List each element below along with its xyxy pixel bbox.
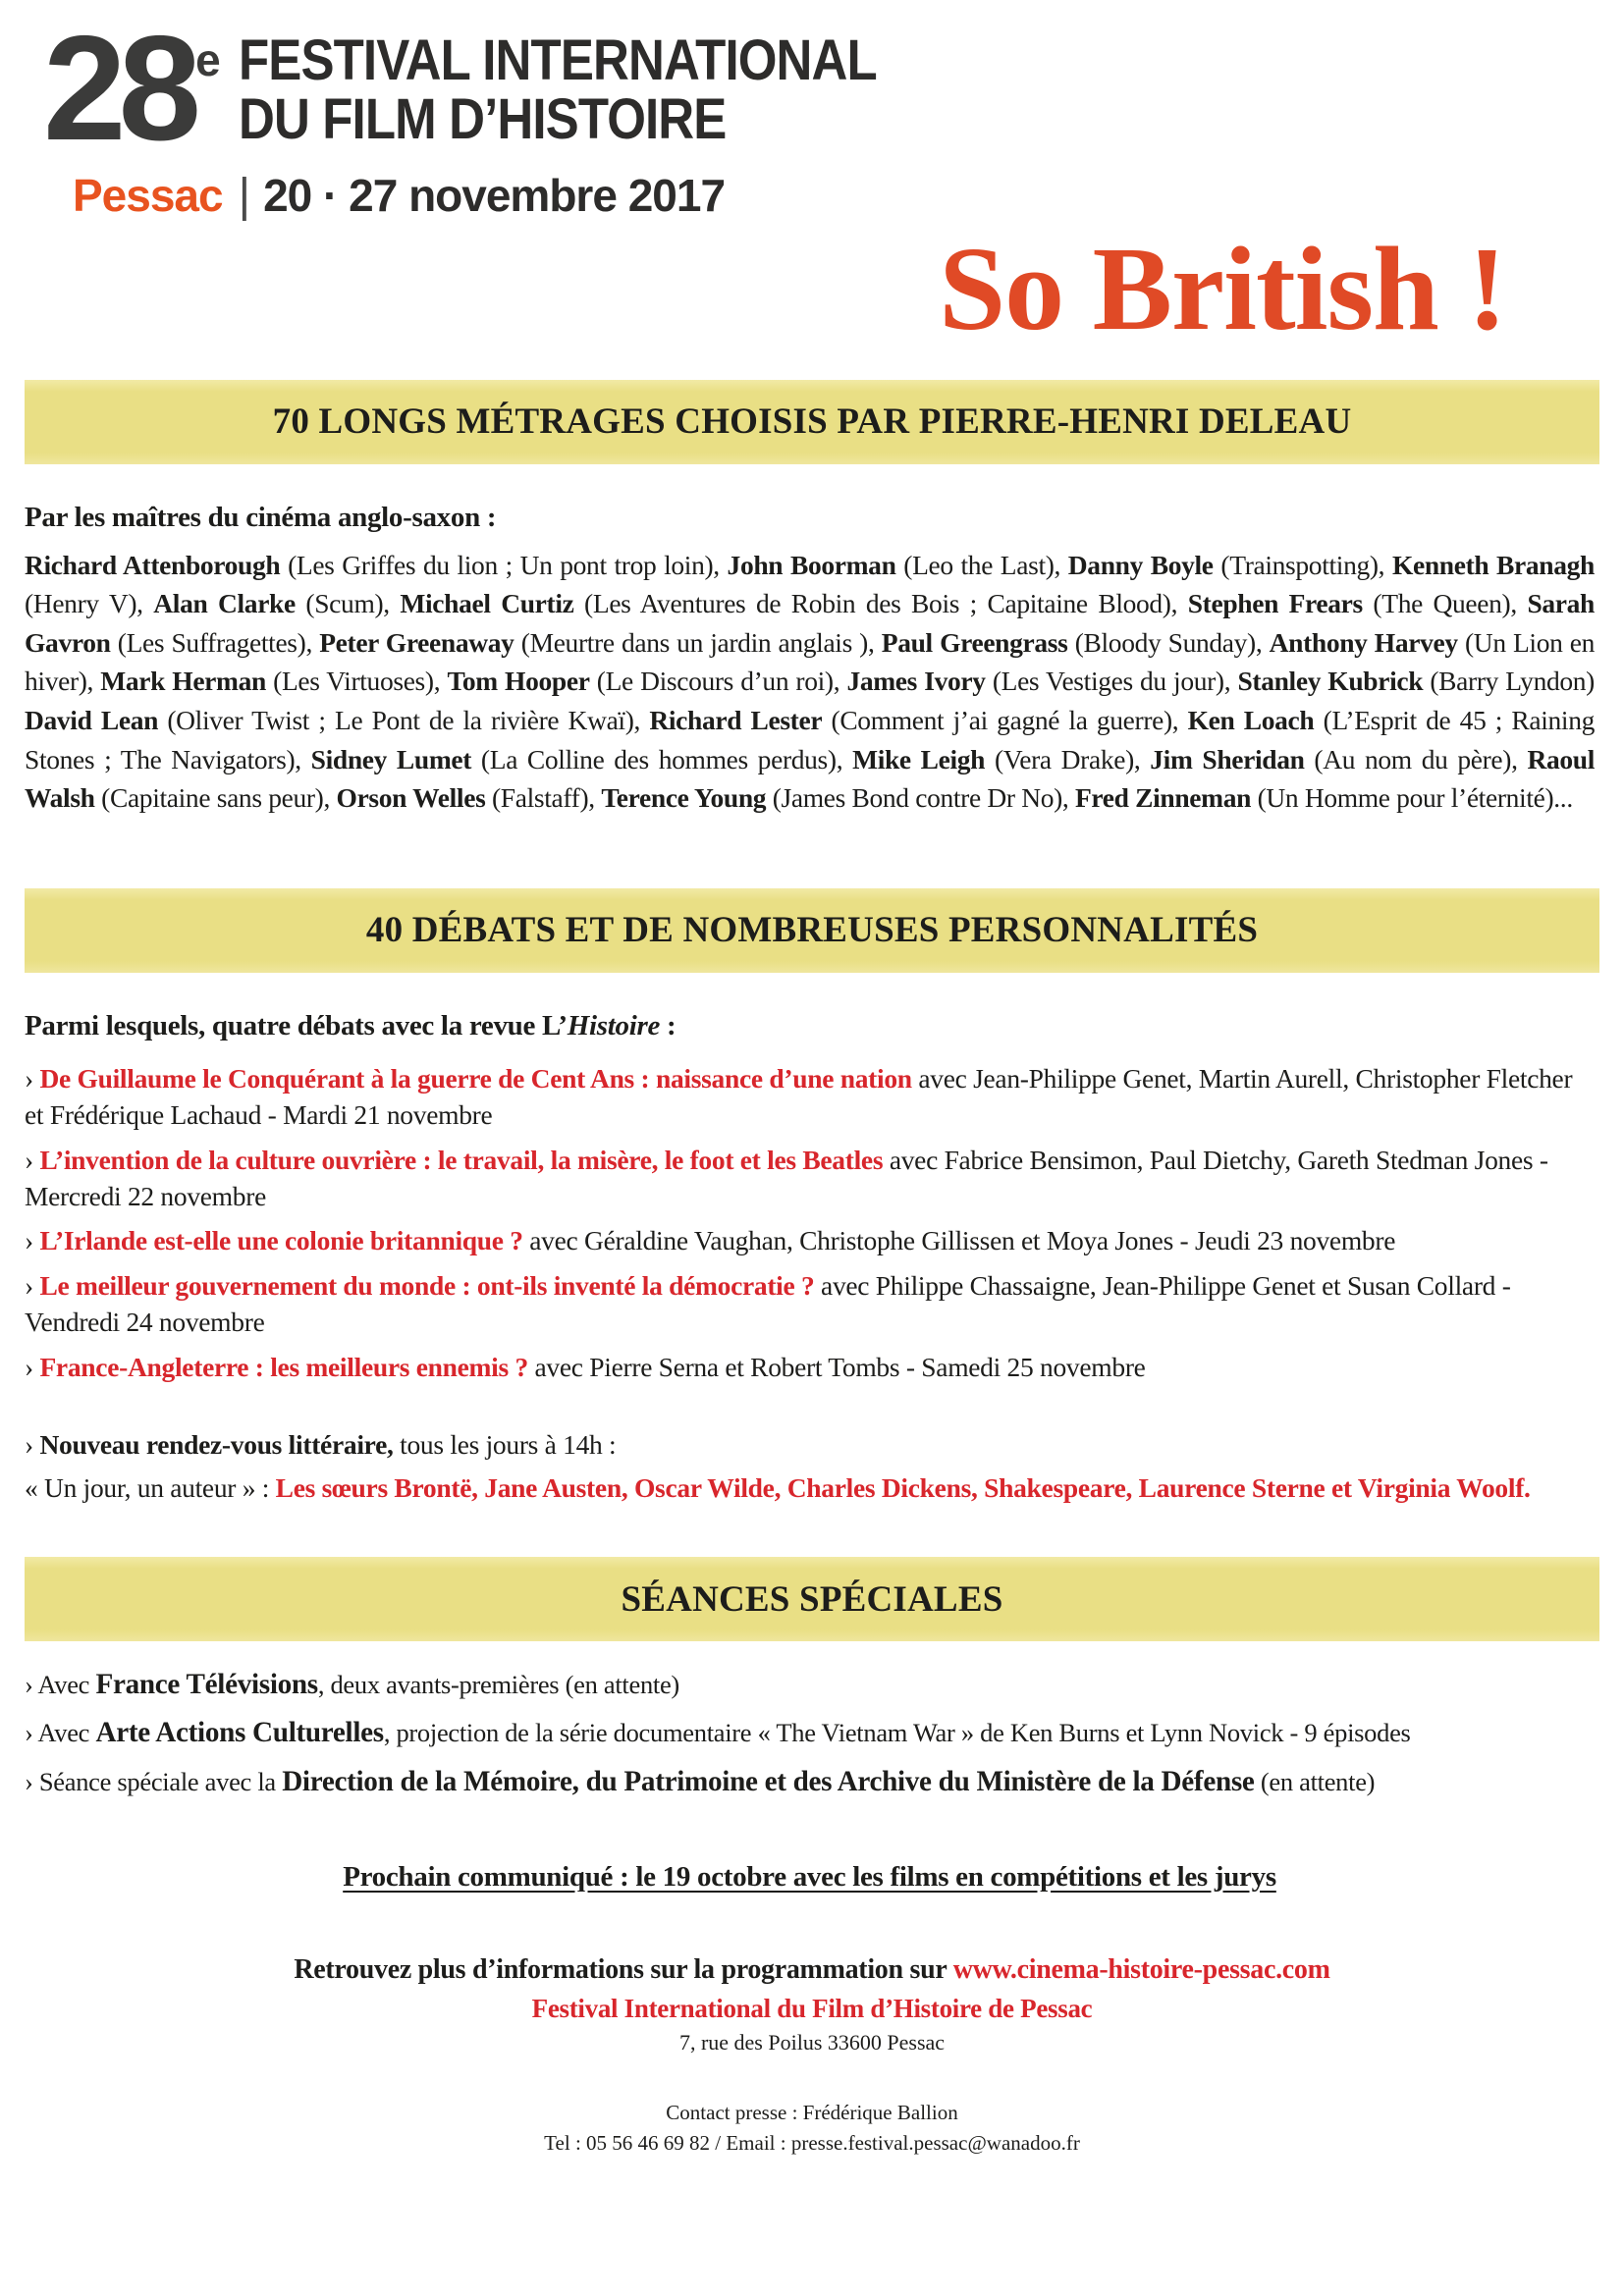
text-segment: Terence Young xyxy=(601,782,767,814)
footer-address: 7, rue des Poilus 33600 Pessac xyxy=(678,2029,946,2055)
banner-seances xyxy=(25,1557,1599,1641)
text-segment: L’invention de la culture ouvrière : le travail, la misère, le foot et les Beatles xyxy=(39,1144,884,1175)
email-link[interactable]: presse.festival.pessac@wanadoo.fr xyxy=(790,2130,1080,2155)
text-segment: (Trainspotting), xyxy=(1213,549,1392,580)
text-segment: Ken Loach xyxy=(1187,705,1315,736)
theme-title: So British ! xyxy=(939,222,1506,355)
text-segment: (Les Griffes du lion ; Un pont trop loin), xyxy=(280,549,728,580)
text-segment: › xyxy=(25,1144,40,1175)
text-segment: (Meurtre dans un jardin anglais ), xyxy=(514,626,882,658)
text-segment: (Vera Drake), xyxy=(985,743,1151,774)
text-segment: (Comment j’ai gagné la guerre), xyxy=(822,705,1188,736)
text-segment: (The Queen), xyxy=(1362,588,1528,619)
text-segment: › xyxy=(25,1062,40,1094)
debate-item xyxy=(25,1267,1595,1341)
separator-bar: | xyxy=(238,169,250,222)
text-segment: Direction de la Mémoire, du Patrimoine et des Archive du Ministère de la Défense xyxy=(282,1765,1255,1797)
seance-item xyxy=(25,1711,1595,1755)
text-segment: James Ivory xyxy=(846,666,986,697)
text-segment: › Avec xyxy=(25,1670,96,1700)
text-segment: Tom Hooper xyxy=(447,666,590,697)
text-segment: (Les Vestiges du jour), xyxy=(985,666,1238,697)
seance-item xyxy=(25,1663,1595,1707)
text-segment: Raoul Walsh xyxy=(25,743,1595,814)
text-segment: Fred Zinneman xyxy=(1074,782,1252,814)
footer-contact-line xyxy=(0,2131,1624,2156)
text-segment: (Un Homme pour l’éternité)... xyxy=(1251,782,1573,814)
festival-dates: 20 · 27 novembre 2017 xyxy=(263,170,726,222)
text-segment: (Capitaine sans peur), xyxy=(94,782,337,814)
banner-debates-label: 40 DÉBATS ET DE NOMBREUSES PERSONNALITÉS xyxy=(365,910,1259,951)
text-segment: (Le Discours d’un roi), xyxy=(589,666,847,697)
text-segment: Arte Actions Culturelles xyxy=(95,1717,384,1749)
festival-header xyxy=(0,0,1624,355)
text-segment: Mike Leigh xyxy=(852,743,986,774)
films-intro: Par les maîtres du cinéma anglo-saxon : xyxy=(25,501,497,533)
page-footer xyxy=(0,1954,1624,2156)
text-segment: (en attente) xyxy=(1254,1766,1376,1796)
text-segment: › xyxy=(25,1428,40,1460)
festival-title-line2: DU FILM D’HISTOIRE xyxy=(238,86,727,151)
text-segment: › Avec xyxy=(25,1718,96,1748)
text-segment: Mark Herman xyxy=(100,666,266,697)
text-segment: Peter Greenaway xyxy=(319,626,514,658)
debate-item xyxy=(25,1142,1595,1215)
text-segment: › Séance spéciale avec la xyxy=(25,1766,283,1796)
text-segment: › xyxy=(25,1351,40,1382)
literary-rendezvous xyxy=(25,1426,1595,1463)
text-segment: Tel : 05 56 46 69 82 / Email : xyxy=(544,2130,791,2155)
text-segment: (Les Aventures de Robin des Bois ; Capitaine Blood), xyxy=(573,588,1188,619)
next-communique-text: Prochain communiqué : le 19 octobre avec les films en compétitions et les jurys xyxy=(343,1860,1276,1893)
festival-title-line1: FESTIVAL INTERNATIONAL xyxy=(238,28,877,92)
city-label: Pessac xyxy=(73,170,223,222)
text-segment: (Leo the Last), xyxy=(895,549,1068,580)
banner-films-label: 70 LONGS MÉTRAGES CHOISIS PAR PIERRE-HENRI DELEAU xyxy=(272,401,1352,443)
text-segment: (Les Suffragettes), xyxy=(110,626,320,658)
text-segment: Richard Attenborough xyxy=(25,549,281,580)
text-segment: › xyxy=(25,1269,40,1301)
text-segment: Les sœurs Brontë, Jane Austen, Oscar Wilde, Charles Dickens, Shakespeare, Laurence Sterne et Virginia Woolf. xyxy=(275,1472,1531,1504)
seances-list xyxy=(0,1663,1624,1804)
edition-number: 28 xyxy=(43,5,194,172)
text-segment: Histoire xyxy=(567,1009,661,1041)
text-segment: Paul Greengrass xyxy=(881,626,1068,658)
text-segment: Anthony Harvey xyxy=(1269,626,1458,658)
text-segment: , deux avants-premières (en attente) xyxy=(317,1670,679,1700)
text-segment: Orson Welles xyxy=(336,782,486,814)
text-segment: France-Angleterre : les meilleurs ennemis ? xyxy=(39,1351,528,1382)
debate-item xyxy=(25,1349,1595,1385)
edition-suffix: e xyxy=(195,34,221,85)
banner-debates xyxy=(25,888,1599,973)
footer-info-line xyxy=(0,1954,1624,1986)
text-segment: : xyxy=(660,1009,677,1041)
text-segment: Kenneth Branagh xyxy=(1391,549,1595,580)
text-segment: Retrouvez plus d’informations sur la programmation sur xyxy=(294,1953,953,1985)
text-segment: (James Bond contre Dr No), xyxy=(766,782,1075,814)
text-segment: (Les Virtuoses), xyxy=(265,666,448,697)
debates-intro xyxy=(25,1010,1595,1042)
text-segment: Richard Lester xyxy=(649,705,823,736)
text-segment: Michael Curtiz xyxy=(400,588,574,619)
banner-seances-label: SÉANCES SPÉCIALES xyxy=(621,1578,1003,1620)
text-segment: (Barry Lyndon) xyxy=(1423,666,1595,697)
text-segment: (Bloody Sunday), xyxy=(1067,626,1270,658)
text-segment: Parmi lesquels, quatre débats avec la revue L’ xyxy=(25,1009,568,1041)
text-segment: avec Fabrice Bensimon, Paul Dietchy, Gareth Stedman Jones - Mercredi 22 novembre xyxy=(25,1144,1548,1212)
text-segment: « Un jour, un auteur » : xyxy=(25,1472,276,1504)
next-communique xyxy=(25,1861,1595,1894)
text-segment: , projection de la série documentaire « The Vietnam War » de Ken Burns et Lynn Novick - 9 épisodes xyxy=(383,1718,1411,1748)
authors-line xyxy=(25,1468,1595,1508)
text-segment: Stephen Frears xyxy=(1187,588,1363,619)
city-date-row xyxy=(73,169,1624,223)
text-segment: avec Pierre Serna et Robert Tombs - Samedi 25 novembre xyxy=(527,1351,1146,1382)
text-segment: › xyxy=(25,1225,40,1256)
text-segment: Nouveau rendez-vous littéraire, xyxy=(39,1428,394,1460)
text-segment: avec Jean-Philippe Genet, Martin Aurell, Christopher Fletcher et Frédérique Lachaud - Mardi 21 novembre xyxy=(25,1062,1573,1131)
text-segment: tous les jours à 14h : xyxy=(393,1428,617,1460)
text-segment: Alan Clarke xyxy=(153,588,296,619)
text-segment: Danny Boyle xyxy=(1067,549,1214,580)
text-segment: (Scum), xyxy=(295,588,401,619)
films-paragraph xyxy=(25,546,1595,818)
debates-list xyxy=(0,1060,1624,1385)
festival-title xyxy=(238,28,877,151)
text-segment: Le meilleur gouvernement du monde : ont-ils inventé la démocratie ? xyxy=(39,1269,815,1301)
text-segment: John Boorman xyxy=(727,549,896,580)
text-segment: Sidney Lumet xyxy=(310,743,472,774)
text-segment: (Falstaff), xyxy=(485,782,602,814)
debate-item xyxy=(25,1060,1595,1134)
text-segment: avec Géraldine Vaughan, Christophe Gillissen et Moya Jones - Jeudi 23 novembre xyxy=(522,1225,1396,1256)
text-segment: (L’Esprit de 45 ; Raining Stones ; The Navigators), xyxy=(25,705,1595,774)
text-segment: De Guillaume le Conquérant à la guerre de Cent Ans : naissance d’une nation xyxy=(39,1062,912,1094)
debate-item xyxy=(25,1222,1595,1258)
text-segment: David Lean xyxy=(25,705,159,736)
text-segment: (La Colline des hommes perdus), xyxy=(471,743,853,774)
text-segment: (Henry V), xyxy=(25,588,154,619)
footer-contact-name: Contact presse : Frédérique Ballion xyxy=(666,2100,958,2124)
text-segment: France Télévisions xyxy=(95,1669,318,1701)
festival-logo xyxy=(43,5,1624,172)
banner-films xyxy=(25,380,1599,464)
text-segment: Jim Sheridan xyxy=(1150,743,1305,774)
website-link[interactable]: www.cinema-histoire-pessac.com xyxy=(952,1953,1330,1985)
text-segment: Stanley Kubrick xyxy=(1237,666,1424,697)
text-segment: Sarah Gavron xyxy=(25,588,1595,658)
footer-organisation: Festival International du Film d’Histoire de Pessac xyxy=(531,1993,1093,2023)
text-segment: (Au nom du père), xyxy=(1304,743,1528,774)
text-segment: (Un Lion en hiver), xyxy=(25,626,1595,697)
text-segment: (Oliver Twist ; Le Pont de la rivière Kwaï), xyxy=(158,705,650,736)
seance-item xyxy=(25,1760,1595,1804)
text-segment: avec Philippe Chassaigne, Jean-Philippe Genet et Susan Collard - Vendredi 24 novembre xyxy=(25,1269,1511,1338)
text-segment: L’Irlande est-elle une colonie britannique ? xyxy=(39,1225,523,1256)
